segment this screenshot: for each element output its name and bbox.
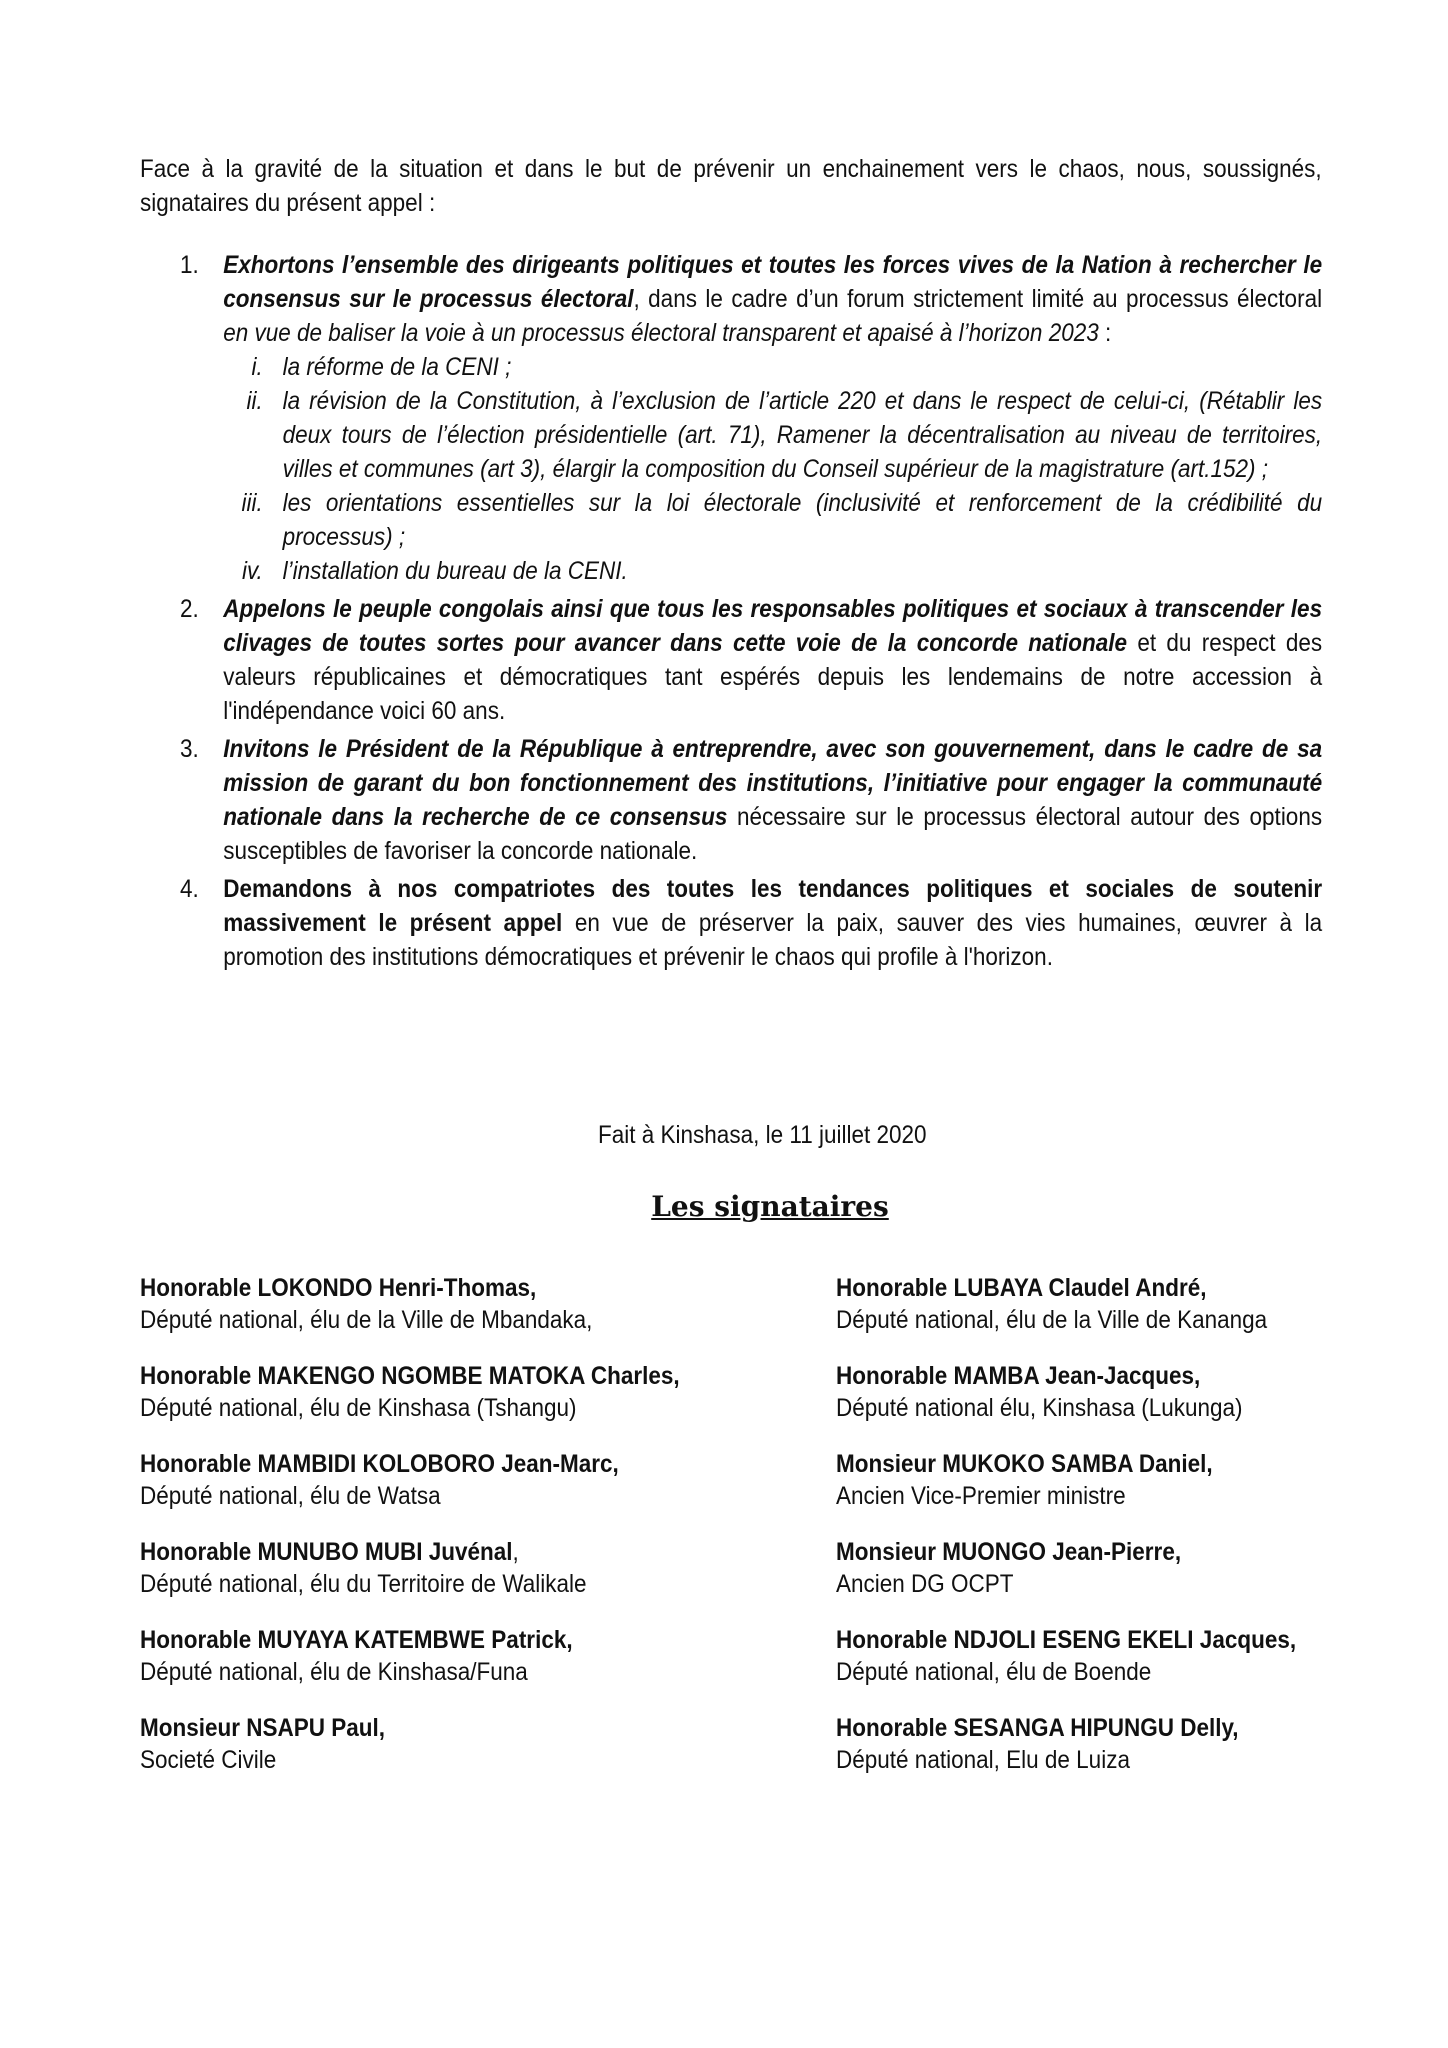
signatory-role: Député national, élu de Boende — [836, 1658, 1152, 1686]
signatory-name: Honorable SESANGA HIPUNGU Delly, — [836, 1714, 1239, 1742]
signatory — [140, 1536, 680, 1600]
signatory — [140, 1712, 680, 1776]
signatory-name: Honorable MUYAYA KATEMBWE Patrick, — [140, 1626, 573, 1654]
sub-numeral: iii. — [241, 489, 263, 517]
item-number: 2. — [180, 595, 199, 623]
signatory-role: Député national, élu de la Ville de Kananga — [836, 1306, 1268, 1334]
signatory-role: Député national, élu de Watsa — [140, 1482, 441, 1510]
signatory-name: Honorable NDJOLI ESENG EKELI Jacques, — [836, 1626, 1297, 1654]
sub-item — [207, 554, 1322, 588]
item-text-italic: en vue de baliser la voie à un processus électoral transparent et apaisé à l’horizon 2023 — [223, 319, 1099, 347]
item-number: 4. — [180, 875, 199, 903]
item-text: , dans le cadre d’un forum strictement limité au processus électoral — [633, 285, 1323, 313]
sub-item — [207, 486, 1322, 554]
item-number: 3. — [180, 735, 199, 763]
sub-numeral: iv. — [241, 557, 263, 585]
sub-text: l’installation du bureau de la CENI. — [282, 557, 628, 585]
signatory — [836, 1272, 1296, 1336]
signatory-name: Honorable MUNUBO MUBI Juvénal — [140, 1538, 513, 1566]
item-lead: Invitons le Président de la République à entreprendre, avec son gouvernement, dans le cadre de sa mission de garant du bon fonctionnement des institutions, l’initiative pour engager la communauté nationale dans la recherche de ce consensus — [223, 735, 1323, 831]
list-item — [180, 732, 1322, 868]
signatory-role: Député national, élu de Kinshasa (Tshangu) — [140, 1394, 577, 1422]
signatory-role: Député national élu, Kinshasa (Lukunga) — [836, 1394, 1243, 1422]
signatory — [140, 1360, 680, 1424]
list-item — [180, 872, 1322, 974]
signatory-role: Député national, élu de la Ville de Mbandaka, — [140, 1306, 593, 1334]
sub-text: la révision de la Constitution, à l’exclusion de l’article 220 et dans le respect de celui-ci, (Rétablir les deux tours de l’élection présidentielle (art. 71), Ramener la décentralisation au niveau de territoires, villes et communes (art 3), élargir la composition du Conseil supérieur de la magistrature (art.152) ; — [282, 387, 1323, 483]
appeal-list — [180, 248, 1322, 978]
item-text: en vue de préserver la paix, sauver des vies humaines, œuvrer à la promotion des institutions démocratiques et prévenir le chaos qui profile à l'horizon. — [223, 909, 1323, 971]
signatory-role: Député national, Elu de Luiza — [836, 1746, 1130, 1774]
signatories-left-column — [140, 1272, 680, 1800]
signatory-name: Honorable LOKONDO Henri-Thomas, — [140, 1274, 537, 1302]
signatory-name: Monsieur MUONGO Jean-Pierre, — [836, 1538, 1182, 1566]
signatory-name-suffix: , — [512, 1538, 519, 1566]
signatory-role: Ancien Vice-Premier ministre — [836, 1482, 1126, 1510]
signatory-role: Député national, élu du Territoire de Walikale — [140, 1570, 587, 1598]
sub-item — [207, 350, 1322, 384]
signatory-role: Député national, élu de Kinshasa/Funa — [140, 1658, 528, 1686]
item-lead: Appelons le peuple congolais ainsi que tous les responsables politiques et sociaux à transcender les clivages de toutes sortes pour avancer dans cette voie de la concorde nationale — [223, 595, 1323, 657]
signatory-name: Honorable MAMBIDI KOLOBORO Jean-Marc, — [140, 1450, 619, 1478]
signatory-role: Ancien DG OCPT — [836, 1570, 1014, 1598]
sub-numeral: i. — [251, 353, 263, 381]
signatory-name-line — [140, 1536, 680, 1568]
list-item — [180, 592, 1322, 728]
signatories-right-column — [836, 1272, 1296, 1800]
signatory — [836, 1448, 1296, 1512]
signatory — [836, 1536, 1296, 1600]
signatory — [140, 1624, 680, 1688]
item-lead: Exhortons l’ensemble des dirigeants politiques et toutes les forces vives de la Nation à rechercher le consensus sur le processus électoral — [223, 251, 1323, 313]
signatory — [140, 1448, 680, 1512]
place-date: Fait à Kinshasa, le 11 juillet 2020 — [598, 1121, 927, 1149]
item-text: nécessaire sur le processus électoral autour des options susceptibles de favoriser la concorde nationale. — [223, 803, 1323, 865]
signatory — [140, 1272, 680, 1336]
signatory-name: Honorable LUBAYA Claudel André, — [836, 1274, 1207, 1302]
item-text: et du respect des valeurs républicaines et démocratiques tant espérés depuis les lendemains de notre accession à l'indépendance voici 60 ans. — [223, 629, 1323, 725]
signatories-heading: Les signataires — [651, 1190, 889, 1223]
signatory-name: Monsieur NSAPU Paul, — [140, 1714, 386, 1742]
sub-text: les orientations essentielles sur la loi électorale (inclusivité et renforcement de la crédibilité du processus) ; — [282, 489, 1323, 551]
signatory — [836, 1624, 1296, 1688]
list-item — [180, 248, 1322, 588]
signatory-name: Honorable MAMBA Jean-Jacques, — [836, 1362, 1201, 1390]
signatory — [836, 1360, 1296, 1424]
sub-text: la réforme de la CENI ; — [282, 353, 512, 381]
signatory-name: Monsieur MUKOKO SAMBA Daniel, — [836, 1450, 1213, 1478]
signatory-role: Societé Civile — [140, 1746, 277, 1774]
sub-numeral: ii. — [246, 387, 263, 415]
item-lead: Demandons à nos compatriotes des toutes les tendances politiques et sociales de soutenir massivement le présent appel — [223, 875, 1323, 937]
signatory-name: Honorable MAKENGO NGOMBE MATOKA Charles, — [140, 1362, 680, 1390]
item-number: 1. — [180, 251, 199, 279]
sub-list — [207, 350, 1322, 588]
sub-item — [207, 384, 1322, 486]
intro-paragraph: Face à la gravité de la situation et dans le but de prévenir un enchainement vers le chaos, nous, soussignés, signataires du présent appel : — [140, 155, 1322, 217]
item-text-end: : — [1098, 319, 1112, 347]
signatory — [836, 1712, 1296, 1776]
